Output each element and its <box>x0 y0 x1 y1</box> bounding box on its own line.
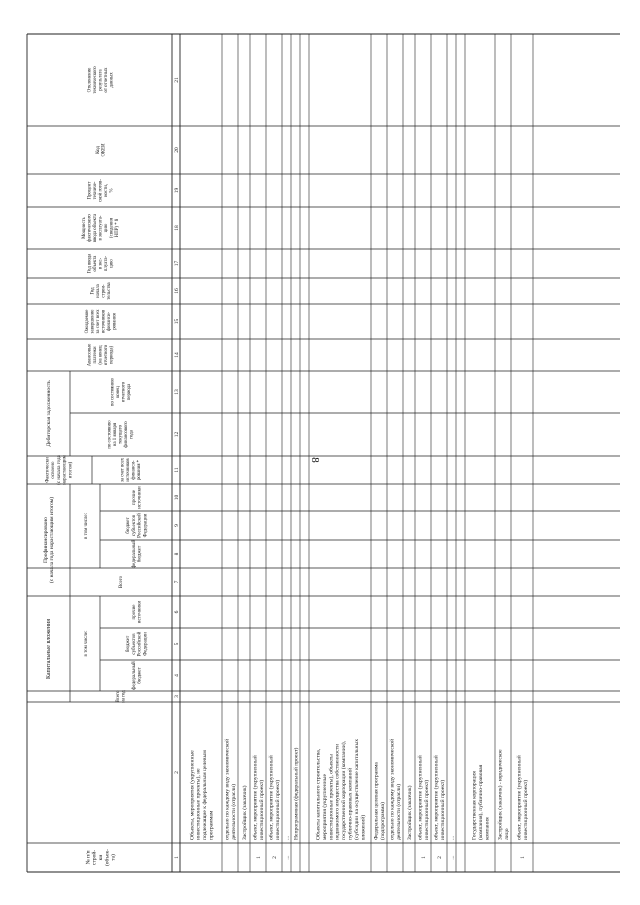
header-input-year: объекта <box>93 255 99 272</box>
header-input-year: в экс- <box>98 257 104 270</box>
row-label: объект, мероприятие (укрупненный <box>516 755 523 840</box>
row-label: (компания), публично-правовая <box>477 764 484 840</box>
header-cap-total: Всего <box>115 690 121 703</box>
header-power: в эксплуата- <box>98 215 104 241</box>
header-expected: завершение <box>90 309 96 334</box>
header-actual: итогом) <box>68 461 74 479</box>
header-actual-sub: за счет всех <box>120 458 126 482</box>
row-label: государственной корпорации (компании), <box>341 741 348 840</box>
header-input-year: плуата- <box>104 255 110 272</box>
header-receivables-end: по состоянию <box>110 377 116 407</box>
row-label: вложений) <box>360 814 367 840</box>
header-receivables-start: текущего <box>118 425 124 444</box>
column-number: 4 <box>174 674 180 677</box>
header-power: фактического <box>87 214 93 242</box>
header-deviation: Отклонение <box>87 67 93 93</box>
row-label: программам <box>208 810 215 840</box>
header-power: ввода объекта <box>93 213 99 243</box>
header-num-cell: та) <box>110 854 117 861</box>
header-cap-other: прочие <box>131 604 137 620</box>
row-label: объект, мероприятие (укрупненный <box>268 755 275 840</box>
row-label: Объекты, мероприятия (укрупненные <box>189 750 196 840</box>
header-expected: источников <box>101 309 107 334</box>
header-actual: Фактически <box>45 457 51 483</box>
column-number: 15 <box>174 318 180 325</box>
column-number: 7 <box>174 580 180 584</box>
header-num-cell: (объек- <box>104 848 111 867</box>
header-advance: Авансовые <box>87 343 93 367</box>
header-readiness: Процент <box>87 181 93 200</box>
header-cap-other: источники <box>137 600 143 624</box>
header-advance: отчетного <box>104 344 110 366</box>
header-cap-total: на год <box>121 690 127 703</box>
header-power: Мощность <box>82 217 88 239</box>
row-label: Непрограммная (федеральный проект) <box>293 747 300 840</box>
header-expected: за счет всех <box>95 309 101 334</box>
row-label: мероприятия (укрупненные <box>321 774 328 840</box>
row-label: объект, мероприятие (укрупненный <box>417 755 424 840</box>
column-number: 2 <box>174 771 180 774</box>
header-fin-including: в том числе: <box>83 512 89 540</box>
header-financed: Профинансировано <box>42 517 49 563</box>
header-okei: Код <box>95 146 101 154</box>
header-cap-subject: бюджет <box>126 635 132 653</box>
row-label: подлежащие к федеральным целевым <box>202 750 209 840</box>
row-number: 1 <box>519 856 526 859</box>
header-fin-subject: Российской <box>137 513 143 538</box>
header-fin-federal: федеральный <box>131 539 137 569</box>
header-actual-sub: источников <box>125 458 131 482</box>
header-fin-federal: бюджет <box>137 545 143 563</box>
header-readiness: % <box>109 188 115 193</box>
header-deviation: от отчетных <box>104 67 110 93</box>
header-actual-sub: финанси- <box>131 460 137 480</box>
header-num-cell: строй- <box>91 849 98 866</box>
header-actual: освоено <box>51 461 56 479</box>
row-label: деятельности (отрасли) <box>231 784 238 840</box>
row-label: недвижимого имущества собственности <box>334 743 341 840</box>
column-number: 3 <box>174 695 180 698</box>
row-label: Объекты капитального строительства, <box>315 748 322 840</box>
header-receivables-start: по состоянию <box>107 420 113 449</box>
header-deviation: данных <box>109 72 115 88</box>
row-label: Федеральная целевая программа <box>373 762 380 840</box>
page-number: 8 <box>308 457 321 463</box>
header-start-year: тельства <box>106 282 112 300</box>
row-label: инвестиционные проекты), не <box>195 768 202 840</box>
header-receivables-end: конец <box>115 386 121 398</box>
column-number: 12 <box>174 431 180 438</box>
row-label: ... <box>284 835 291 840</box>
row-label: инвестиционный проект) <box>440 779 447 840</box>
column-number: 19 <box>174 187 180 194</box>
row-label: инвестиционный проект) <box>275 779 282 840</box>
row-label: инвестиционный проект) <box>259 779 266 840</box>
column-number: 20 <box>174 147 180 153</box>
header-receivables-start: финансового <box>124 421 130 448</box>
header-receivables-start: года <box>129 430 135 439</box>
row-label: объект, мероприятие (укрупненный <box>252 755 259 840</box>
header-input-year: цию <box>109 259 115 268</box>
row-label: объект, мероприятие (укрупненный <box>433 755 440 840</box>
row-number: ... <box>449 855 456 860</box>
row-label: (подпрограмма) <box>380 802 387 840</box>
header-readiness: техниче- <box>93 181 99 200</box>
header-capital-investments: Капитальные вложения <box>46 619 53 679</box>
row-label: отдельно по каждому виду экономической <box>224 738 231 840</box>
header-okei: ОКЕИ <box>101 143 107 157</box>
header-receivables-end: периода <box>126 383 132 401</box>
header-cap-subject: Российской <box>137 631 143 657</box>
header-receivables-end: отчетного <box>121 381 127 403</box>
row-label: инвестиционный проект) <box>424 779 431 840</box>
header-power: цию <box>104 223 110 233</box>
row-label: деятельности (отрасли) <box>396 784 403 840</box>
header-start-year: Год <box>90 287 96 295</box>
header-expected: рования <box>112 313 118 330</box>
header-fin-total: Всего <box>118 575 124 589</box>
header-num-cell: № п/п <box>85 850 92 865</box>
row-label: публично-правовых компаний <box>347 767 354 840</box>
header-financed: (с начала года нарастающим итогом) <box>49 496 56 584</box>
header-advance: периода) <box>109 345 115 365</box>
row-number: 1 <box>420 856 427 859</box>
row-label: Государственная корпорация <box>471 771 478 840</box>
header-input-year: Год ввода <box>87 253 93 274</box>
column-number: 8 <box>174 552 180 556</box>
header-expected: финанси- <box>106 311 112 332</box>
row-label: инвестиционный проект) <box>523 779 530 840</box>
row-number: 2 <box>436 856 443 859</box>
header-readiness: ской готов- <box>98 179 104 202</box>
column-number: 6 <box>174 610 180 614</box>
column-number: 11 <box>174 467 180 473</box>
column-number: 13 <box>174 389 180 395</box>
header-fin-subject: бюджет <box>126 517 132 534</box>
row-label: отдельно по каждому виду экономической <box>389 738 396 840</box>
header-expected: Ожидаемое <box>84 309 90 334</box>
column-number: 9 <box>174 524 180 527</box>
column-number: 16 <box>174 288 180 294</box>
row-label: компания <box>484 817 491 840</box>
header-receivables-start: на 1 января <box>113 422 119 447</box>
header-fin-subject: субъектов <box>131 514 137 537</box>
header-fin-other: прочие <box>131 490 137 505</box>
header-deviation: результата <box>98 69 104 91</box>
column-number: 10 <box>174 494 180 501</box>
header-including: в том числе: <box>83 630 89 657</box>
header-power: (сведения <box>109 218 115 238</box>
header-actual-sub: рования * <box>136 459 142 481</box>
header-power: НПР) * 8 <box>115 218 121 238</box>
header-fin-other: источники <box>137 486 143 509</box>
row-label: (субсидии на осуществление капитальных <box>354 738 361 840</box>
header-cap-federal: федеральный <box>131 661 137 690</box>
header-start-year: строи- <box>101 284 107 298</box>
column-number: 17 <box>174 260 180 267</box>
header-fin-subject: Федерации <box>143 513 149 538</box>
header-cap-federal: бюджет <box>137 667 143 684</box>
row-label: инвестиционные проекты), объекты <box>328 754 335 840</box>
header-num-cell: ки <box>97 854 104 861</box>
column-number: 14 <box>174 352 180 358</box>
header-start-year: начала <box>95 284 101 298</box>
column-number: 21 <box>174 77 180 83</box>
row-number: 1 <box>255 856 262 859</box>
header-readiness: ности, <box>104 183 110 198</box>
column-number: 18 <box>174 225 180 231</box>
row-number: 2 <box>271 856 278 859</box>
row-label: лицо <box>504 828 511 840</box>
header-actual: (с начала года <box>56 455 62 485</box>
column-number: 1 <box>174 856 180 859</box>
header-advance: (на конец <box>98 345 104 365</box>
header-actual: нарастающим <box>62 455 68 485</box>
header-cap-subject: субъектов <box>131 633 137 655</box>
header-receivables: Дебиторская задолженность <box>45 380 52 447</box>
row-label: Застройщик (заказчик) <box>406 785 413 840</box>
column-number: 5 <box>174 642 180 646</box>
row-number: ... <box>284 855 291 860</box>
row-label: Застройщик (заказчик) - юридическое <box>497 749 504 840</box>
header-advance: платежи <box>93 346 99 364</box>
header-cap-subject: Федерации <box>143 632 149 656</box>
row-label: Застройщик (заказчик) <box>241 785 248 840</box>
row-label: ... <box>449 835 456 840</box>
header-deviation: технического <box>93 66 99 94</box>
